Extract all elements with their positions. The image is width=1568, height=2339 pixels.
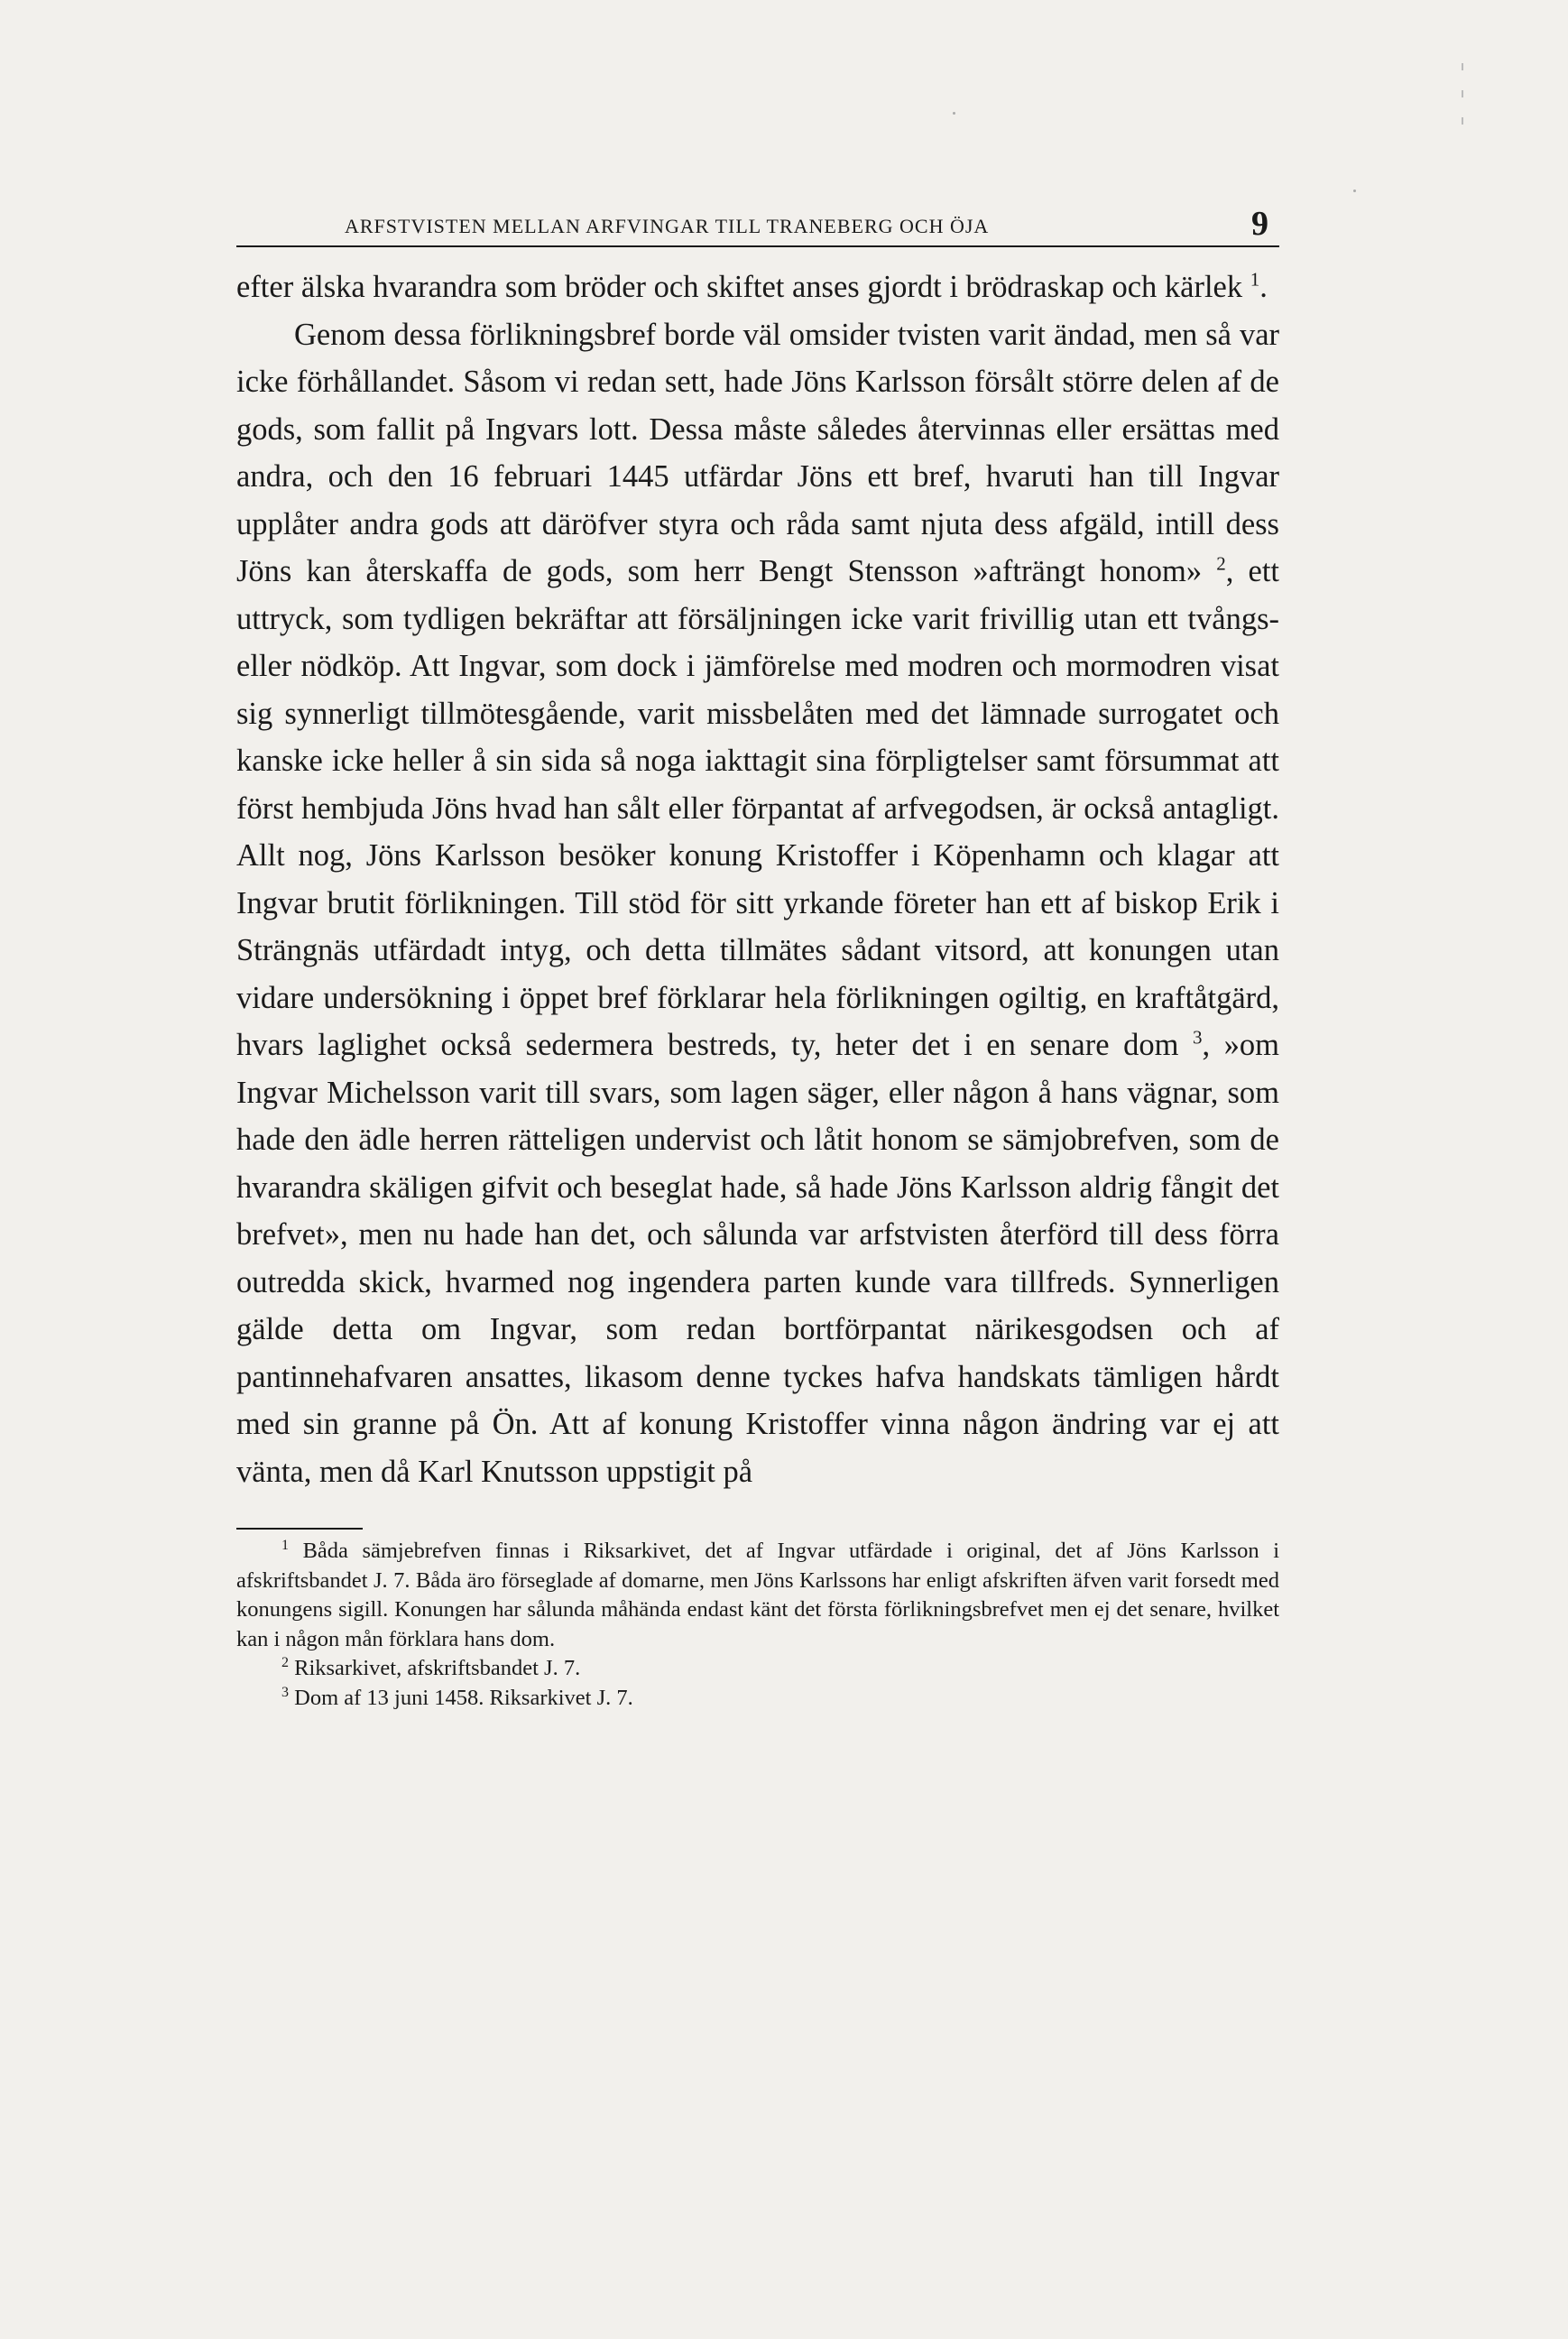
- footnote-2: [236, 1654, 1279, 1684]
- page-number: 9: [1251, 205, 1268, 243]
- footnote-ref-2: 2: [1216, 552, 1226, 575]
- paragraph-2-text-c: , »om Ingvar Michelsson varit till svars, som lagen säger, eller någon å hans vägnar, som hade den ädle herren rätteligen undervist och låtit honom se sämjobrefven, som de hvarandra skäligen gifvit och beseglat hade, så hade Jöns Karlsson aldrig fångit det brefvet», men nu hade han det, och sålunda var arfstvisten återförd till dess förra outredda skick, hvarmed nog ingendera parten kunde vara tillfreds. Synnerligen gälde detta om Ingvar, som redan bortförpantat närikesgodsen och af pantinnehafvaren ansattes, likasom denne tyckes hafva handskats tämligen hårdt med sin granne på Ön. Att af konung Kristoffer vinna någon ändring var ej att vänta, men då Karl Knutsson uppstigit på: [236, 1028, 1279, 1489]
- footnote-3-text: Dom af 13 juni 1458. Riksarkivet J. 7.: [294, 1685, 633, 1710]
- margin-marks: [1462, 63, 1463, 144]
- footnote-3-mark: 3: [281, 1684, 289, 1700]
- body-text: [236, 263, 1279, 1495]
- running-head: ARFSTVISTEN MELLAN ARFVINGAR TILL TRANEBERG OCH ÖJA: [345, 215, 990, 237]
- paragraph-1: [236, 263, 1279, 311]
- footnote-ref-3: 3: [1192, 1026, 1203, 1049]
- footnote-2-text: Riksarkivet, afskriftsbandet J. 7.: [294, 1656, 581, 1680]
- paragraph-2: [236, 311, 1279, 1496]
- footnote-1: [236, 1537, 1279, 1654]
- margin-mark: [1462, 63, 1463, 70]
- paragraph-1-end: .: [1259, 270, 1268, 304]
- footnote-2-mark: 2: [281, 1654, 289, 1670]
- book-page: [236, 205, 1280, 1713]
- margin-mark: [1462, 90, 1463, 97]
- footnote-3: [236, 1684, 1279, 1714]
- page-header: [236, 205, 1279, 247]
- footnote-1-mark: 1: [281, 1537, 289, 1553]
- paragraph-1-text: efter älska hvarandra som bröder och skiftet anses gjordt i brödraskap och kärlek: [236, 270, 1243, 304]
- speck: [1353, 190, 1356, 192]
- footnotes: [236, 1537, 1279, 1713]
- speck: [953, 112, 955, 115]
- paragraph-2-text-a: Genom dessa förlikningsbref borde väl omsider tvisten varit ändad, men så var icke förhållandet. Såsom vi redan sett, hade Jöns Karlsson försålt större delen af de gods, som fallit på Ingvars lott. Dessa måste således återvinnas eller ersättas med andra, och den 16 februari 1445 utfärdar Jöns ett bref, hvaruti han till Ingvar upplåter andra gods att däröfver styra och råda samt njuta dess afgäld, intill dess Jöns kan återskaffa de gods, som herr Bengt Stensson »afträngt honom»: [236, 317, 1279, 588]
- paragraph-2-text-b: , ett uttryck, som tydligen bekräftar att försäljningen icke varit frivillig utan ett tvångs- eller nödköp. Att Ingvar, som dock i jämförelse med modren och mormodren visat sig synnerligt tillmötesgående, varit missbelåten med det lämnade surrogatet och kanske icke heller å sin sida så noga iakttagit sina förpligtelser samt försummat att först hembjuda Jöns hvad han sålt eller förpantat af arfvegodsen, är också antagligt. Allt nog, Jöns Karlsson besöker konung Kristoffer i Köpenhamn och klagar att Ingvar brutit förlikningen. Till stöd för sitt yrkande företer han ett af biskop Erik i Strängnäs utfärdadt intyg, och detta tillmätes sådant vitsord, att konungen utan vidare undersökning i öppet bref förklarar hela förlikningen ogiltig, en kraftåtgärd, hvars laglighet också sedermera bestreds, ty, heter det i en senare dom: [236, 554, 1280, 1062]
- margin-mark: [1462, 117, 1463, 125]
- footnote-ref-1: 1: [1250, 268, 1260, 291]
- footnote-1-text: Båda sämjebrefven finnas i Riksarkivet, det af Ingvar utfärdade i original, det af Jöns Karlsson i afskriftsbandet J. 7. Båda äro förseglade af domarne, men Jöns Karlssons har enligt afskriften äfven varit forsedt med konungens sigill. Konungen har sålunda måhända endast känt det första förlikningsbrefvet men ej det senare, hvilket kan i någon mån förklara hans dom.: [236, 1539, 1279, 1651]
- footnote-divider: [236, 1528, 363, 1530]
